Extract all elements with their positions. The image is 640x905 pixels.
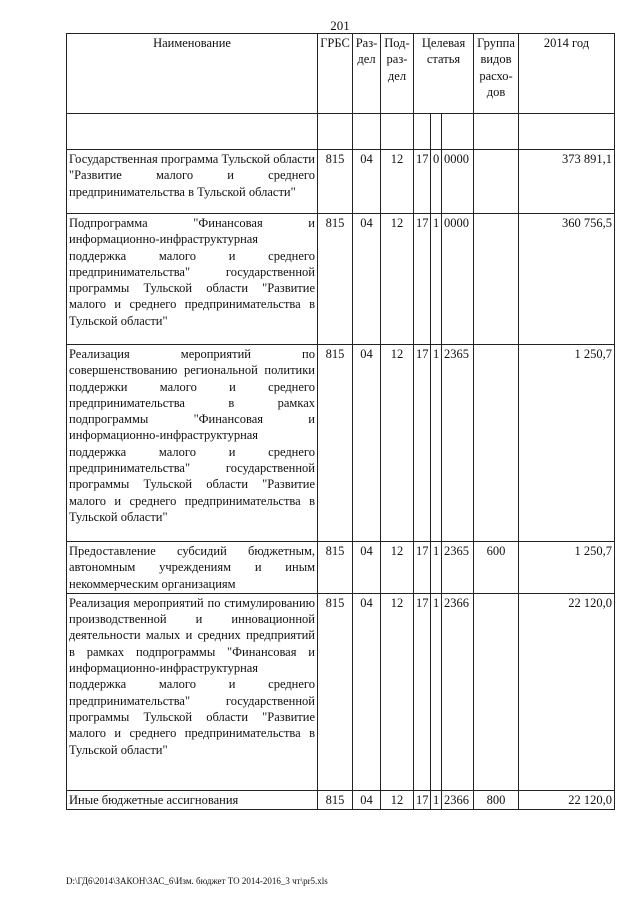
header-podrazdel: Под- раз- дел [381,34,414,114]
table-row [67,593,615,790]
row-group [474,345,519,542]
row-group [474,150,519,214]
row-name: Подпрограмма "Финансовая и информационно-инфраструктурная поддержка малого и среднего предпринимательства" государственной программы Тульской области "Развитие малого и среднего предпринимательства в Тульской области" [67,214,318,345]
row-razdel: 04 [353,150,381,214]
row-target-1: 17 [414,593,431,790]
row-razdel: 04 [353,790,381,809]
row-target-2: 1 [431,790,442,809]
row-name: Государственная программа Тульской области "Развитие малого и среднего предпринимательства в Тульской области" [67,150,318,214]
row-name: Реализация мероприятий по стимулированию производственной и инновационной деятельности малых и средних предприятий в рамках подпрограммы "Финансовая и информационно-инфраструктурная поддержка малого и среднего предпринимательства" государственной программы Тульской области "Развитие малого и среднего предпринимательства в Тульской области" [67,593,318,790]
table-row [67,790,615,809]
row-target-2: 0 [431,150,442,214]
row-grbs: 815 [318,150,353,214]
row-target-3: 0000 [442,150,474,214]
row-podrazdel: 12 [381,593,414,790]
row-target-2: 1 [431,345,442,542]
row-target-1: 17 [414,150,431,214]
row-amount: 22 120,0 [519,790,615,809]
row-razdel: 04 [353,214,381,345]
row-amount: 1 250,7 [519,542,615,594]
header-group: Группа видов расхо- дов [474,34,519,114]
row-target-2: 1 [431,214,442,345]
file-path-footer: D:\ГД6\2014\ЗАКОН\ЗАС_6\Изм. бюджет ТО 2014-2016_3 чт\pr5.xls [66,876,328,886]
row-target-3: 2366 [442,593,474,790]
spacer-row [67,114,615,150]
row-group: 800 [474,790,519,809]
row-grbs: 815 [318,542,353,594]
row-name: Предоставление субсидий бюджетным, автономным учреждениям и иным некоммерческим организациям [67,542,318,594]
header-grbs: ГРБС [318,34,353,114]
row-grbs: 815 [318,593,353,790]
row-target-1: 17 [414,542,431,594]
row-target-2: 1 [431,593,442,790]
row-target-1: 17 [414,790,431,809]
row-grbs: 815 [318,345,353,542]
row-target-3: 2366 [442,790,474,809]
row-name: Иные бюджетные ассигнования [67,790,318,809]
table-row [67,150,615,214]
header-target: Целевая статья [414,34,474,114]
table-row [67,214,615,345]
header-name: Наименование [67,34,318,114]
row-amount: 360 756,5 [519,214,615,345]
row-razdel: 04 [353,345,381,542]
row-target-3: 0000 [442,214,474,345]
table-row [67,345,615,542]
row-grbs: 815 [318,790,353,809]
row-podrazdel: 12 [381,150,414,214]
header-row [67,34,615,114]
row-podrazdel: 12 [381,542,414,594]
header-razdel: Раз- дел [353,34,381,114]
row-razdel: 04 [353,542,381,594]
row-target-3: 2365 [442,345,474,542]
row-target-1: 17 [414,345,431,542]
row-podrazdel: 12 [381,214,414,345]
table-row [67,542,615,594]
row-name: Реализация мероприятий по совершенствованию региональной политики поддержки малого и среднего предпринимательства в рамках подпрограммы "Финансовая и информационно-инфраструктурная поддержка малого и среднего предпринимательства" государственной программы Тульской области "Развитие малого и среднего предпринимательства в Тульской области" [67,345,318,542]
row-group [474,214,519,345]
budget-table [66,33,615,810]
header-year: 2014 год [519,34,615,114]
row-amount: 22 120,0 [519,593,615,790]
page-number: 201 [330,18,350,33]
row-razdel: 04 [353,593,381,790]
row-podrazdel: 12 [381,345,414,542]
row-podrazdel: 12 [381,790,414,809]
row-group [474,593,519,790]
row-target-1: 17 [414,214,431,345]
row-amount: 1 250,7 [519,345,615,542]
row-target-2: 1 [431,542,442,594]
row-target-3: 2365 [442,542,474,594]
row-amount: 373 891,1 [519,150,615,214]
row-grbs: 815 [318,214,353,345]
row-group: 600 [474,542,519,594]
